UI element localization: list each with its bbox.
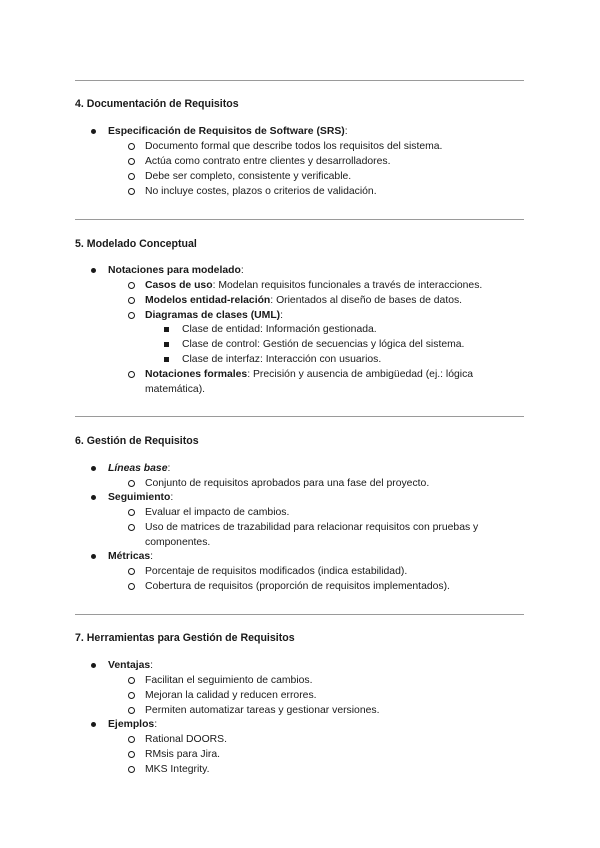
bullet-filled-icon	[91, 495, 96, 500]
list-item: Clase de interfaz: Interacción con usuarios.	[182, 353, 381, 366]
bullet-square-icon	[164, 342, 169, 347]
list-item: Diagramas de clases (UML):	[145, 309, 283, 322]
bullet-filled-icon	[91, 663, 96, 668]
list-item: Cobertura de requisitos (proporción de requisitos implementados).	[145, 580, 450, 593]
section-heading: 5. Modelado Conceptual	[75, 238, 197, 250]
bullet-hollow-icon	[128, 480, 135, 487]
bullet-hollow-icon	[128, 158, 135, 165]
bullet-filled-icon	[91, 129, 96, 134]
section-heading: 6. Gestión de Requisitos	[75, 435, 199, 447]
list-item: Notaciones formales: Precisión y ausencia de ambigüedad (ej.: lógica	[145, 368, 473, 381]
list-item: Ventajas:	[108, 659, 153, 672]
bullet-filled-icon	[91, 268, 96, 273]
list-item: Evaluar el impacto de cambios.	[145, 506, 289, 519]
bullet-hollow-icon	[128, 583, 135, 590]
bullet-hollow-icon	[128, 751, 135, 758]
list-item-continuation: componentes.	[145, 537, 211, 548]
list-item: Modelos entidad-relación: Orientados al diseño de bases de datos.	[145, 294, 462, 307]
section-divider	[75, 614, 524, 615]
list-item: Actúa como contrato entre clientes y desarrolladores.	[145, 155, 390, 168]
section-heading: 7. Herramientas para Gestión de Requisitos	[75, 632, 295, 644]
list-item: Mejoran la calidad y reducen errores.	[145, 689, 317, 702]
bullet-square-icon	[164, 357, 169, 362]
list-item: MKS Integrity.	[145, 763, 209, 776]
section-divider	[75, 80, 524, 81]
list-item: Clase de control: Gestión de secuencias y lógica del sistema.	[182, 338, 464, 351]
list-item: Conjunto de requisitos aprobados para una fase del proyecto.	[145, 477, 429, 490]
list-item: Notaciones para modelado:	[108, 264, 244, 277]
list-item: Casos de uso: Modelan requisitos funcionales a través de interacciones.	[145, 279, 482, 292]
bullet-hollow-icon	[128, 312, 135, 319]
list-item: Debe ser completo, consistente y verificable.	[145, 170, 351, 183]
bullet-filled-icon	[91, 466, 96, 471]
section-divider	[75, 219, 524, 220]
bullet-hollow-icon	[128, 766, 135, 773]
list-item: Especificación de Requisitos de Software (SRS):	[108, 125, 348, 138]
list-item: RMsis para Jira.	[145, 748, 220, 761]
bullet-square-icon	[164, 327, 169, 332]
bullet-hollow-icon	[128, 188, 135, 195]
list-item: No incluye costes, plazos o criterios de validación.	[145, 185, 377, 198]
bullet-hollow-icon	[128, 509, 135, 516]
list-item-continuation: matemática).	[145, 384, 206, 395]
bullet-filled-icon	[91, 554, 96, 559]
bullet-hollow-icon	[128, 173, 135, 180]
bullet-hollow-icon	[128, 143, 135, 150]
bullet-hollow-icon	[128, 677, 135, 684]
bullet-hollow-icon	[128, 707, 135, 714]
list-item: Porcentaje de requisitos modificados (indica estabilidad).	[145, 565, 407, 578]
bullet-hollow-icon	[128, 371, 135, 378]
list-item: Clase de entidad: Información gestionada.	[182, 323, 377, 336]
list-item: Seguimiento:	[108, 491, 173, 504]
list-item: Métricas:	[108, 550, 153, 563]
section-divider	[75, 416, 524, 417]
list-item: Uso de matrices de trazabilidad para relacionar requisitos con pruebas y	[145, 521, 478, 534]
list-item: Líneas base:	[108, 462, 170, 475]
bullet-hollow-icon	[128, 736, 135, 743]
list-item: Documento formal que describe todos los requisitos del sistema.	[145, 140, 442, 153]
bullet-hollow-icon	[128, 692, 135, 699]
list-item: Rational DOORS.	[145, 733, 227, 746]
section-heading: 4. Documentación de Requisitos	[75, 98, 239, 110]
list-item: Ejemplos:	[108, 718, 157, 731]
list-item: Permiten automatizar tareas y gestionar versiones.	[145, 704, 379, 717]
bullet-hollow-icon	[128, 282, 135, 289]
bullet-hollow-icon	[128, 297, 135, 304]
bullet-hollow-icon	[128, 568, 135, 575]
bullet-hollow-icon	[128, 524, 135, 531]
list-item: Facilitan el seguimiento de cambios.	[145, 674, 313, 687]
bullet-filled-icon	[91, 722, 96, 727]
